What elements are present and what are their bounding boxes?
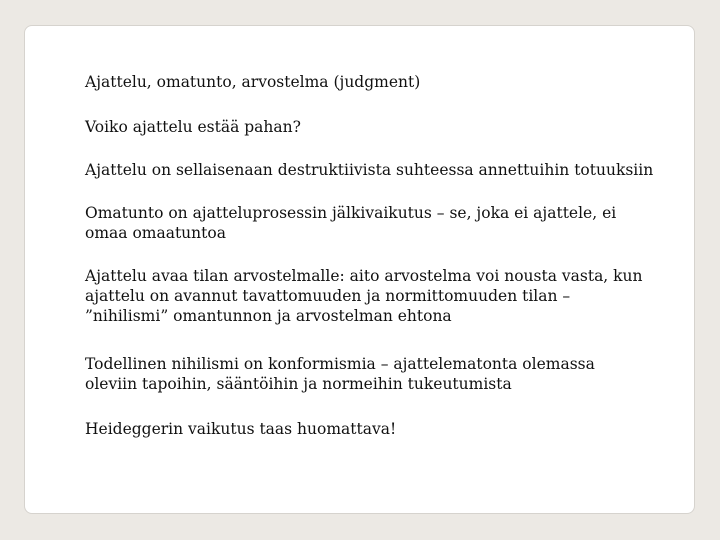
- paragraph-line: oleviin tapoihin, sääntöihin ja normeihin tukeutumista: [85, 375, 512, 393]
- paragraph-line: Ajattelu avaa tilan arvostelmalle: aito arvostelma voi nousta vasta, kun: [85, 267, 643, 285]
- paragraph-line: Ajattelu on sellaisenaan destruktiivista suhteessa annettuihin totuuksiin: [85, 161, 654, 179]
- paragraph-nihilism: [85, 354, 665, 394]
- paragraph-line: omaa omaatuntoa: [85, 224, 226, 242]
- slide-title: [85, 72, 665, 92]
- paragraph-judgment: [85, 266, 665, 326]
- paragraph-line: ”nihilismi” omantunnon ja arvostelman ehtona: [85, 307, 452, 325]
- paragraph-question: [85, 117, 665, 137]
- paragraph-line: Omatunto on ajatteluprosessin jälkivaikutus – se, joka ei ajattele, ei: [85, 204, 617, 222]
- paragraph-line: Todellinen nihilismi on konformismia – ajattelematonta olemassa: [85, 355, 595, 373]
- paragraph-heidegger: [85, 419, 665, 439]
- paragraph-line: Heideggerin vaikutus taas huomattava!: [85, 420, 397, 438]
- paragraph-line: Voiko ajattelu estää pahan?: [85, 118, 301, 136]
- paragraph-conscience: [85, 203, 665, 243]
- paragraph-line: ajattelu on avannut tavattomuuden ja normittomuuden tilan –: [85, 287, 571, 305]
- slide-title-line: Ajattelu, omatunto, arvostelma (judgment): [85, 73, 421, 91]
- paragraph-destructive-thinking: [85, 160, 665, 180]
